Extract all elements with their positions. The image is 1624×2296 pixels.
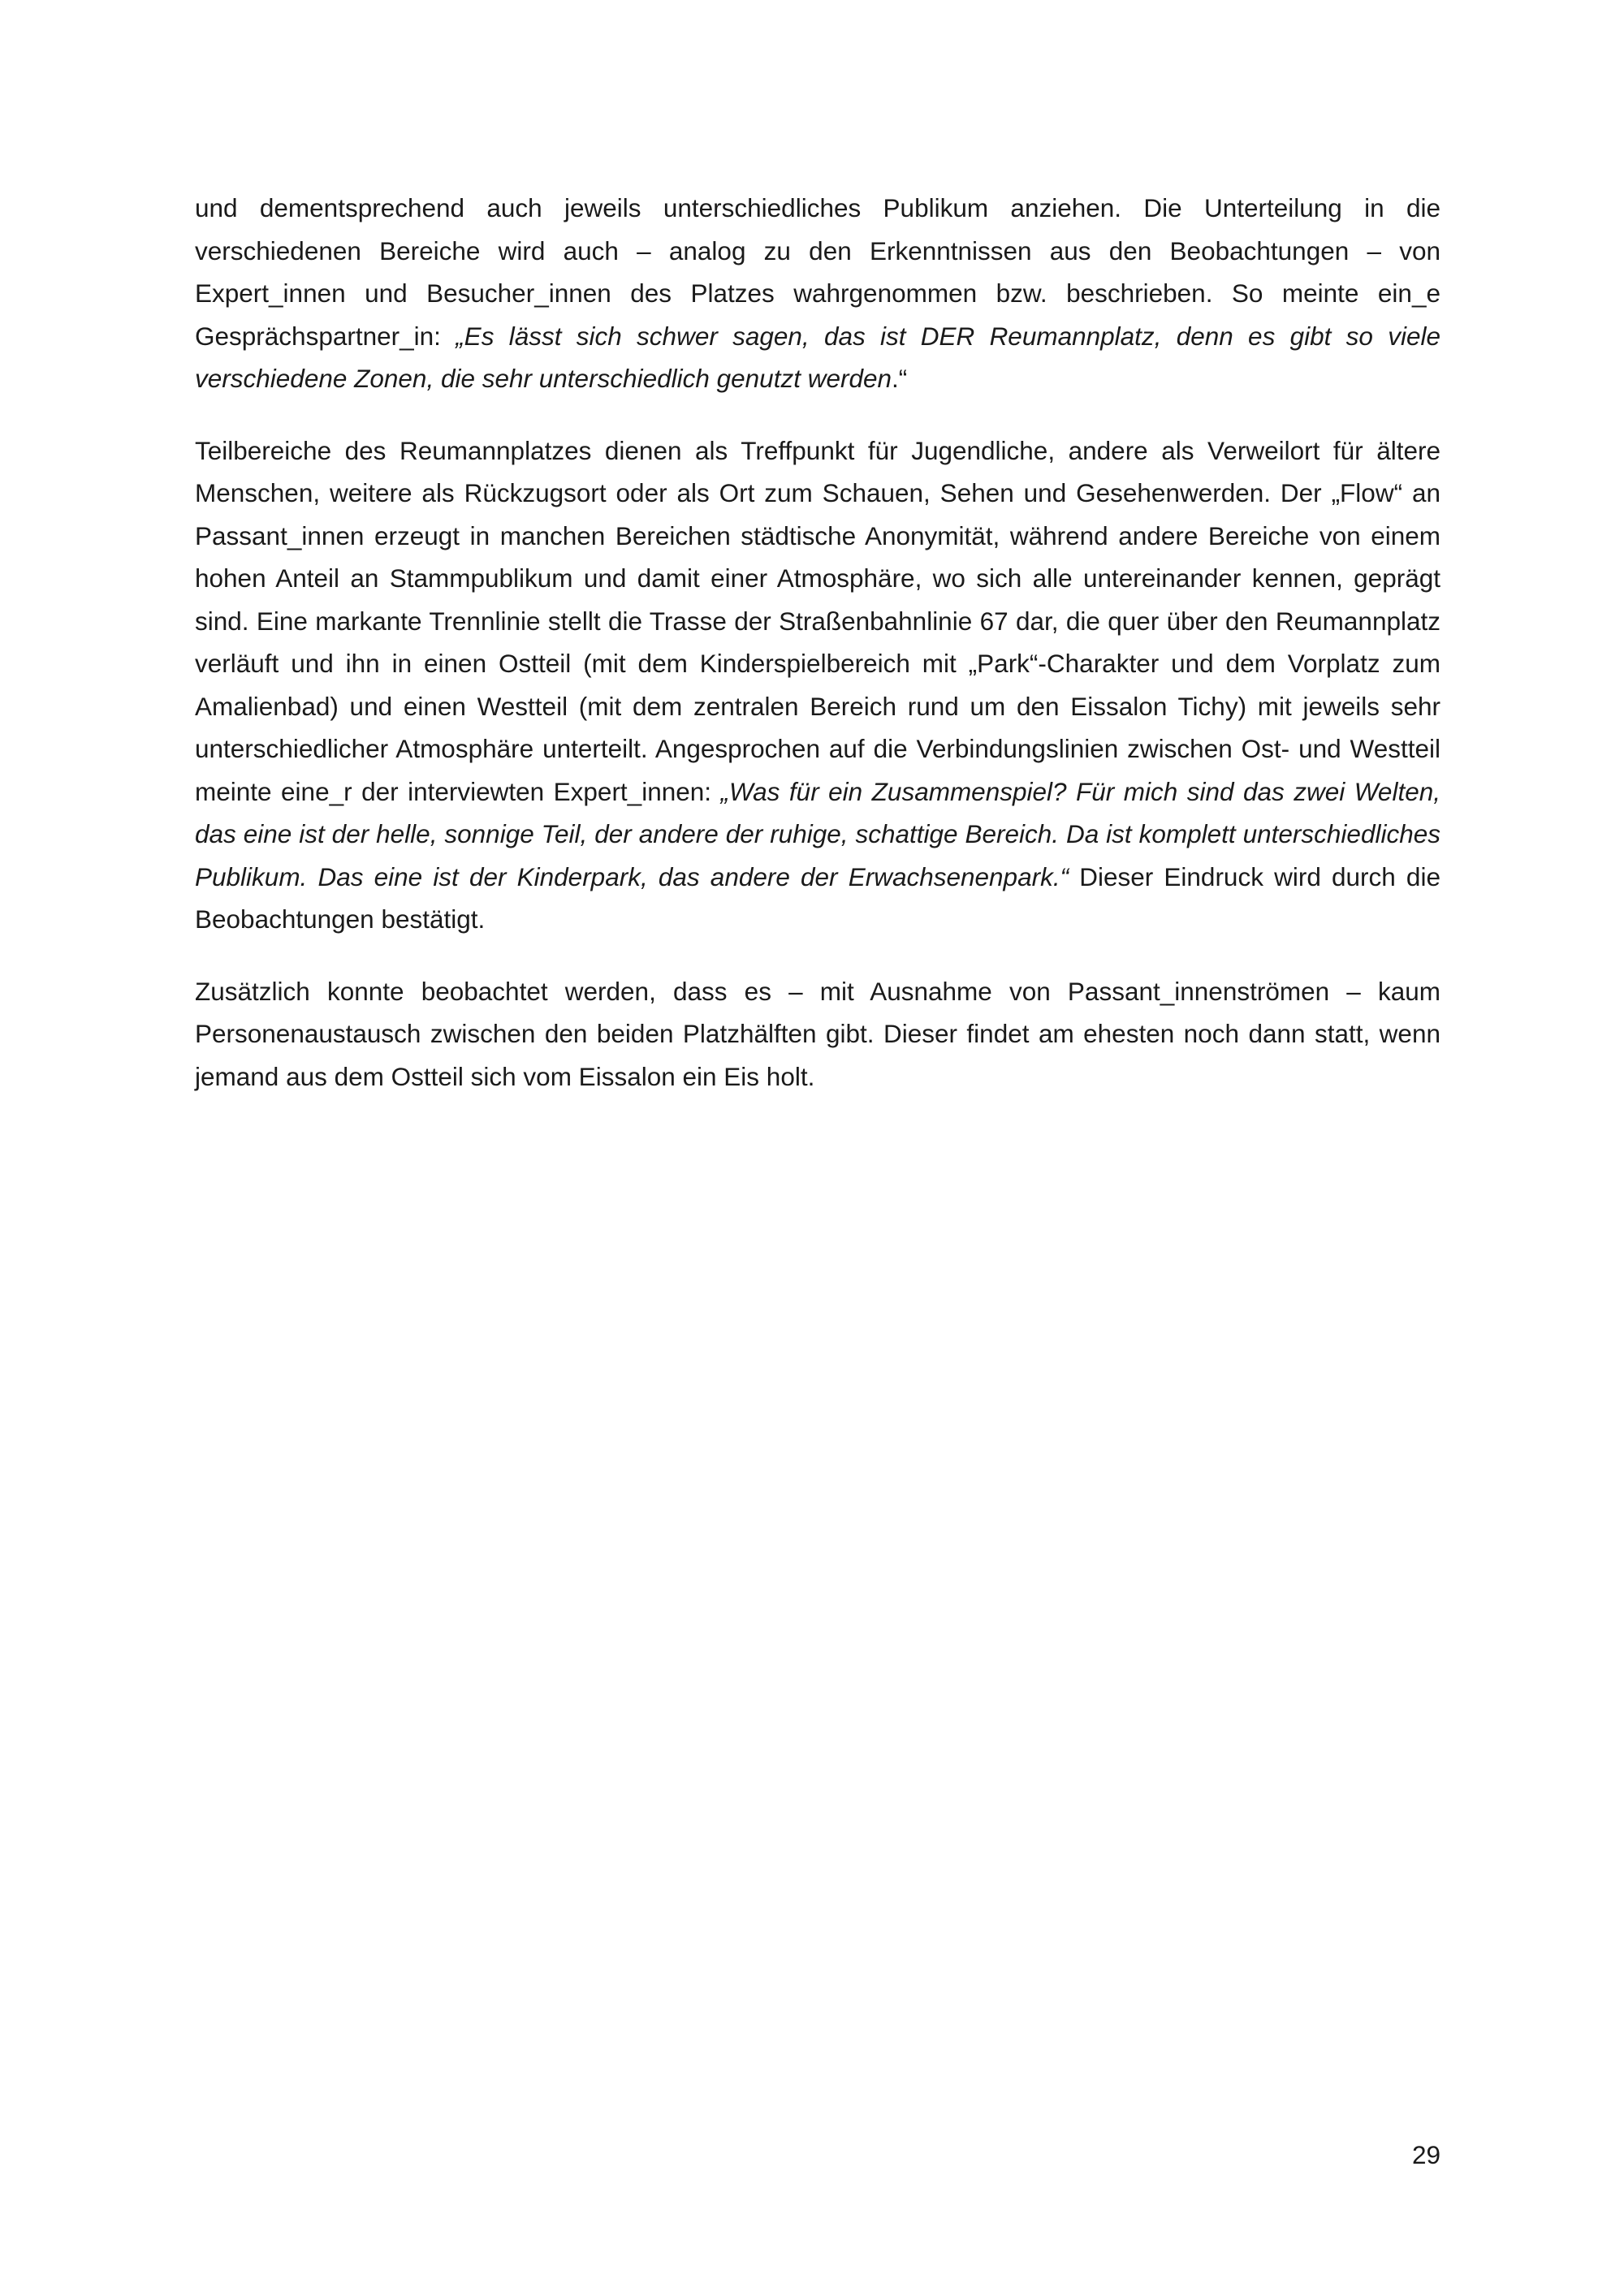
body-text [195, 187, 1440, 1127]
paragraph-3 [195, 970, 1440, 1098]
paragraph-1-closing: .“ [892, 364, 908, 393]
quote-two-worlds: „Was für ein Zusammenspiel? Für mich sind das zwei Welten, das eine ist der helle, sonnige Teil, der andere der ruhige, schattige Bereich. Da ist komplett unterschiedliches Publikum. Das eine ist der Kinderpark, das andere der Erwachsenenpark.“ [195, 776, 1440, 891]
paragraph-1-text: und dementsprechend auch jeweils unterschiedliches Publikum anziehen. Die Unterteilung in die verschiedenen Bereiche wird auch – analog zu den Erkenntnissen aus den Beobachtungen – von Expert_innen und Besucher_innen des Platzes wahrgenommen bzw. beschrieben. So meinte ein_e Gesprächspartner_in: [195, 193, 1440, 351]
paragraph-2 [195, 429, 1440, 941]
quote-reumannplatz-zones: „Es lässt sich schwer sagen, das ist DER Reumannplatz, denn es gibt so viele verschiedene Zonen, die sehr unterschiedlich genutzt werden [195, 321, 1440, 393]
paragraph-2-closing: Dieser Eindruck wird durch die Beobachtungen bestätigt. [195, 861, 1440, 934]
paragraph-3-text: Zusätzlich konnte beobachtet werden, dass es – mit Ausnahme von Passant_innenströmen – kaum Personenaustausch zwischen den beiden Platzhälften gibt. Dieser findet am ehesten noch dann statt, wenn jemand aus dem Ostteil sich vom Eissalon ein Eis holt. [195, 976, 1440, 1091]
page-number: 29 [1411, 2140, 1440, 2169]
paragraph-1 [195, 187, 1440, 400]
paragraph-2-text: Teilbereiche des Reumannplatzes dienen als Treffpunkt für Jugendliche, andere als Verweilort für ältere Menschen, weitere als Rückzugsort oder als Ort zum Schauen, Sehen und Gesehenwerden. Der „Flow“ an Passant_innen erzeugt in manchen Bereichen städtische Anonymität, während andere Bereiche von einem hohen Anteil an Stammpublikum und damit einer Atmosphäre, wo sich alle untereinander kennen, geprägt sind. Eine markante Trennlinie stellt die Trasse der Straßenbahnlinie 67 dar, die quer über den Reumannplatz verläuft und ihn in einen Ostteil (mit dem Kinderspielbereich mit „Park“-Charakter und dem Vorplatz zum Amalienbad) und einen Westteil (mit dem zentralen Bereich rund um den Eissalon Tichy) mit jeweils sehr unterschiedlicher Atmosphäre unterteilt. Angesprochen auf die Verbindungslinien zwischen Ost- und Westteil meinte eine_r der interviewten Expert_innen: [195, 435, 1440, 806]
